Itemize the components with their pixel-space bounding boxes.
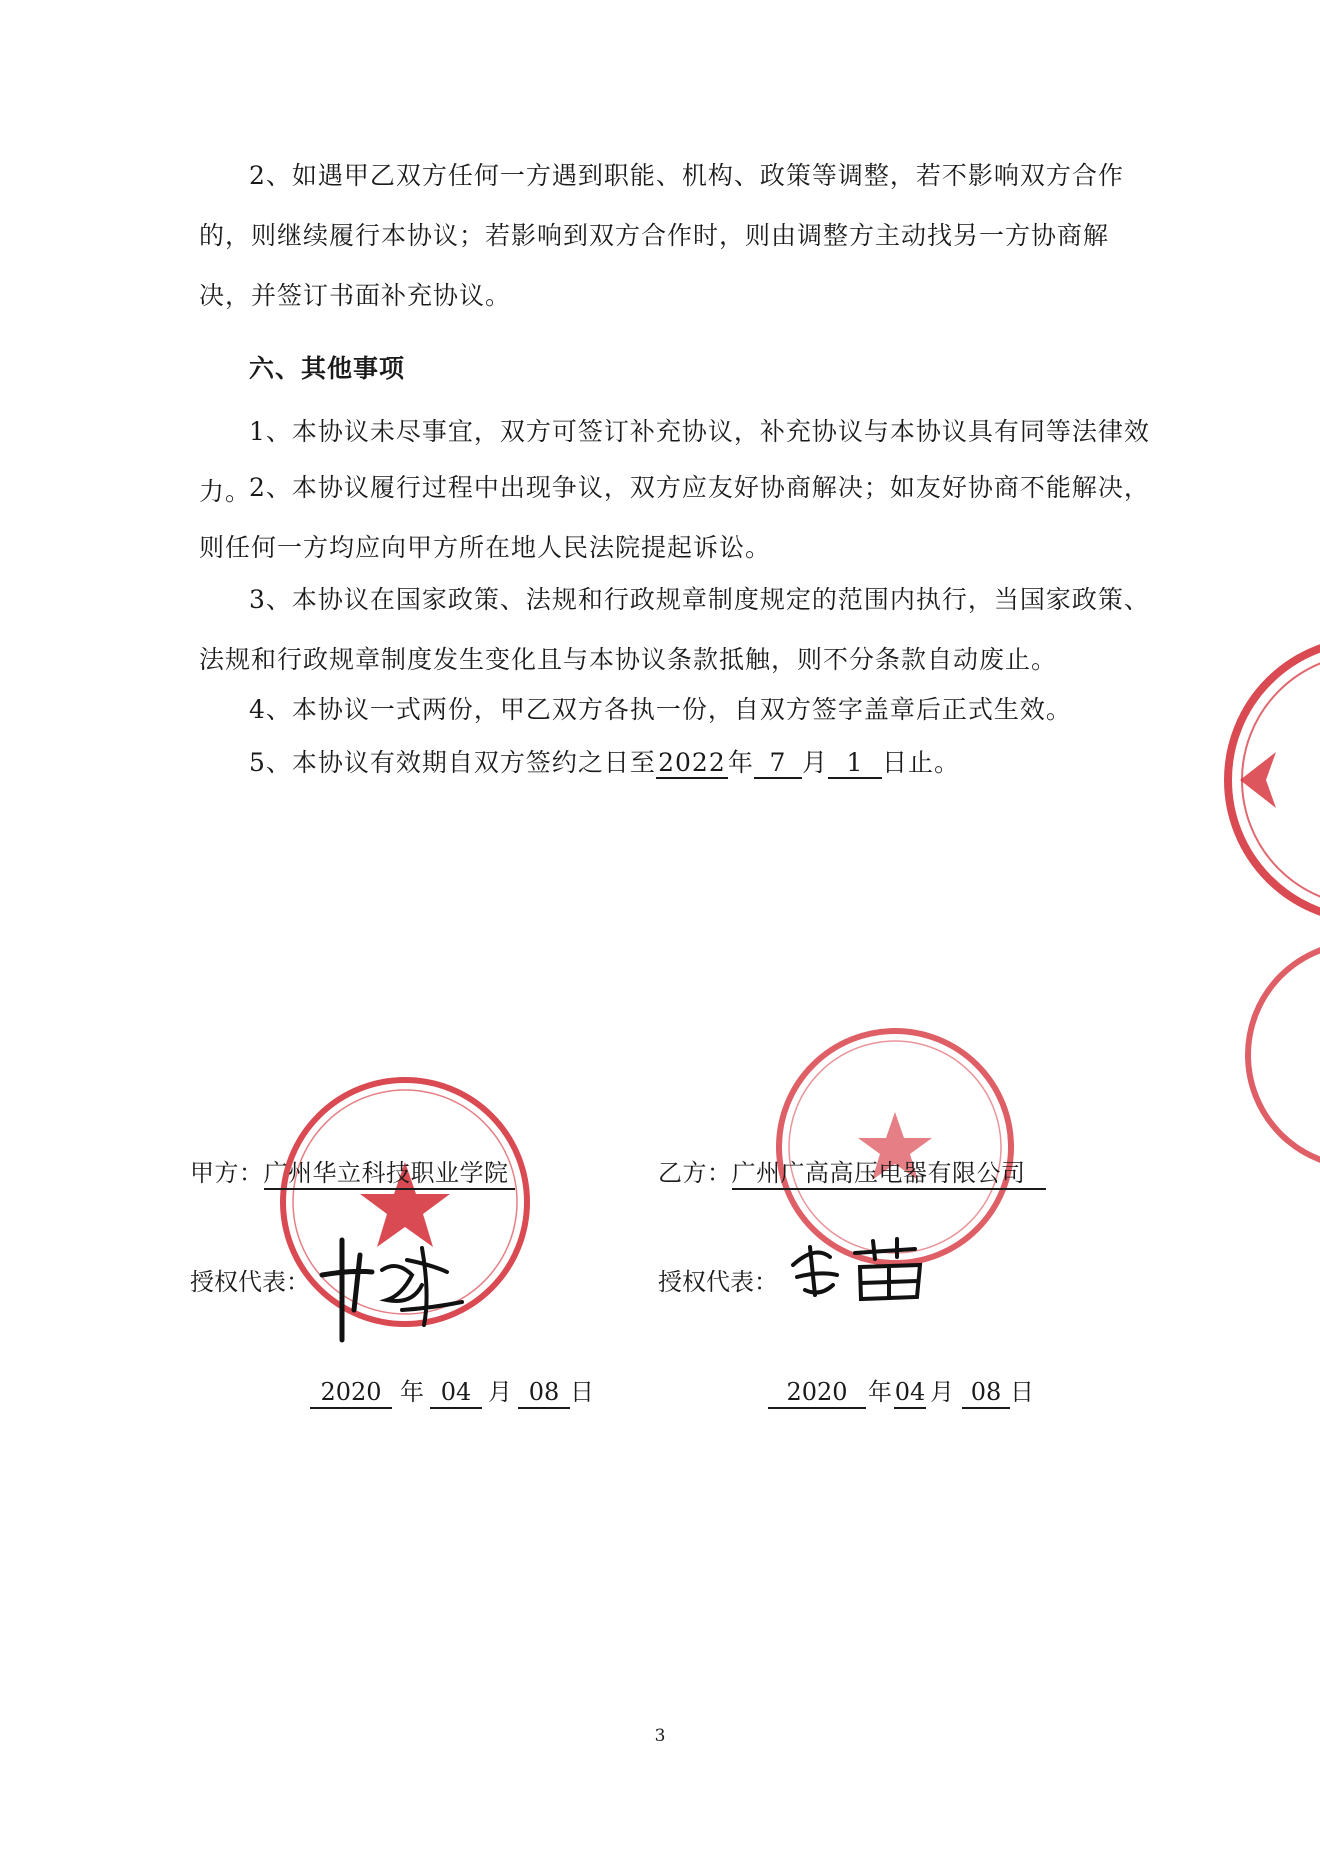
item-5-day: 1 xyxy=(828,749,882,779)
item-5-month-unit: 月 xyxy=(801,748,828,777)
section-6-item-5 xyxy=(199,733,1159,793)
item-5-month: 7 xyxy=(754,749,802,779)
item-5-prefix: 5、本协议有效期自双方签约之日至 xyxy=(249,748,656,777)
party-b-rep-label: 授权代表： xyxy=(658,1268,778,1296)
item-5-year: 2022 xyxy=(656,749,728,779)
party-b-date-day: 08 xyxy=(962,1377,1010,1409)
section-6-item-3: 3、本协议在国家政策、法规和行政规章制度规定的范围内执行，当国家政策、法规和行政规章制度发生变化且与本协议条款抵触，则不分条款自动废止。 xyxy=(199,585,1150,674)
party-a-line xyxy=(190,1153,515,1190)
party-b-date-year: 2020 xyxy=(768,1377,866,1409)
party-a-date-day-unit: 日 xyxy=(570,1378,594,1406)
party-a-date-year-unit: 年 xyxy=(400,1378,424,1406)
party-b-date-year-unit: 年 xyxy=(868,1378,892,1406)
party-b-signature xyxy=(785,1235,935,1305)
party-a-date-month-unit: 月 xyxy=(488,1378,512,1406)
item-5-suffix: 日止。 xyxy=(881,748,960,777)
party-a-name: 广州华立科技职业学院 xyxy=(264,1158,515,1190)
party-b-line xyxy=(658,1153,1046,1190)
section-6-heading: 六、其他事项 xyxy=(249,354,406,383)
page-number: 3 xyxy=(654,1726,666,1746)
party-b-date-day-unit: 日 xyxy=(1010,1378,1034,1406)
party-a-label: 甲方： xyxy=(190,1159,264,1187)
party-b-name: 广州广高高压电器有限公司 xyxy=(732,1158,1046,1190)
partial-company-seal xyxy=(1188,640,1320,920)
party-a-date xyxy=(310,1372,594,1409)
party-a-rep-label: 授权代表： xyxy=(190,1268,310,1296)
party-b-date-month: 04 xyxy=(894,1377,926,1409)
party-b-label: 乙方： xyxy=(658,1159,732,1187)
party-b-date xyxy=(768,1372,1034,1409)
party-a-signature xyxy=(312,1200,482,1350)
party-a-date-day: 08 xyxy=(518,1377,570,1409)
section-6-item-2: 2、本协议履行过程中出现争议，双方应友好协商解决；如友好协商不能解决，则任何一方均应向甲方所在地人民法院提起诉讼。 xyxy=(199,473,1150,562)
partial-college-seal xyxy=(1210,940,1320,1170)
party-b-date-month-unit: 月 xyxy=(930,1378,954,1406)
section-6-item-1: 1、本协议未尽事宜，双方可签订补充协议，补充协议与本协议具有同等法律效力。 xyxy=(199,417,1150,506)
item-5-year-unit: 年 xyxy=(727,748,754,777)
party-a-date-year: 2020 xyxy=(310,1377,392,1409)
party-a-date-month: 04 xyxy=(430,1377,482,1409)
section-6-item-4: 4、本协议一式两份，甲乙双方各执一份，自双方签字盖章后正式生效。 xyxy=(249,695,1072,724)
clause-5-item-2: 2、如遇甲乙双方任何一方遇到职能、机构、政策等调整，若不影响双方合作的，则继续履行本协议；若影响到双方合作时，则由调整方主动找另一方协商解决，并签订书面补充协议。 xyxy=(199,161,1124,310)
